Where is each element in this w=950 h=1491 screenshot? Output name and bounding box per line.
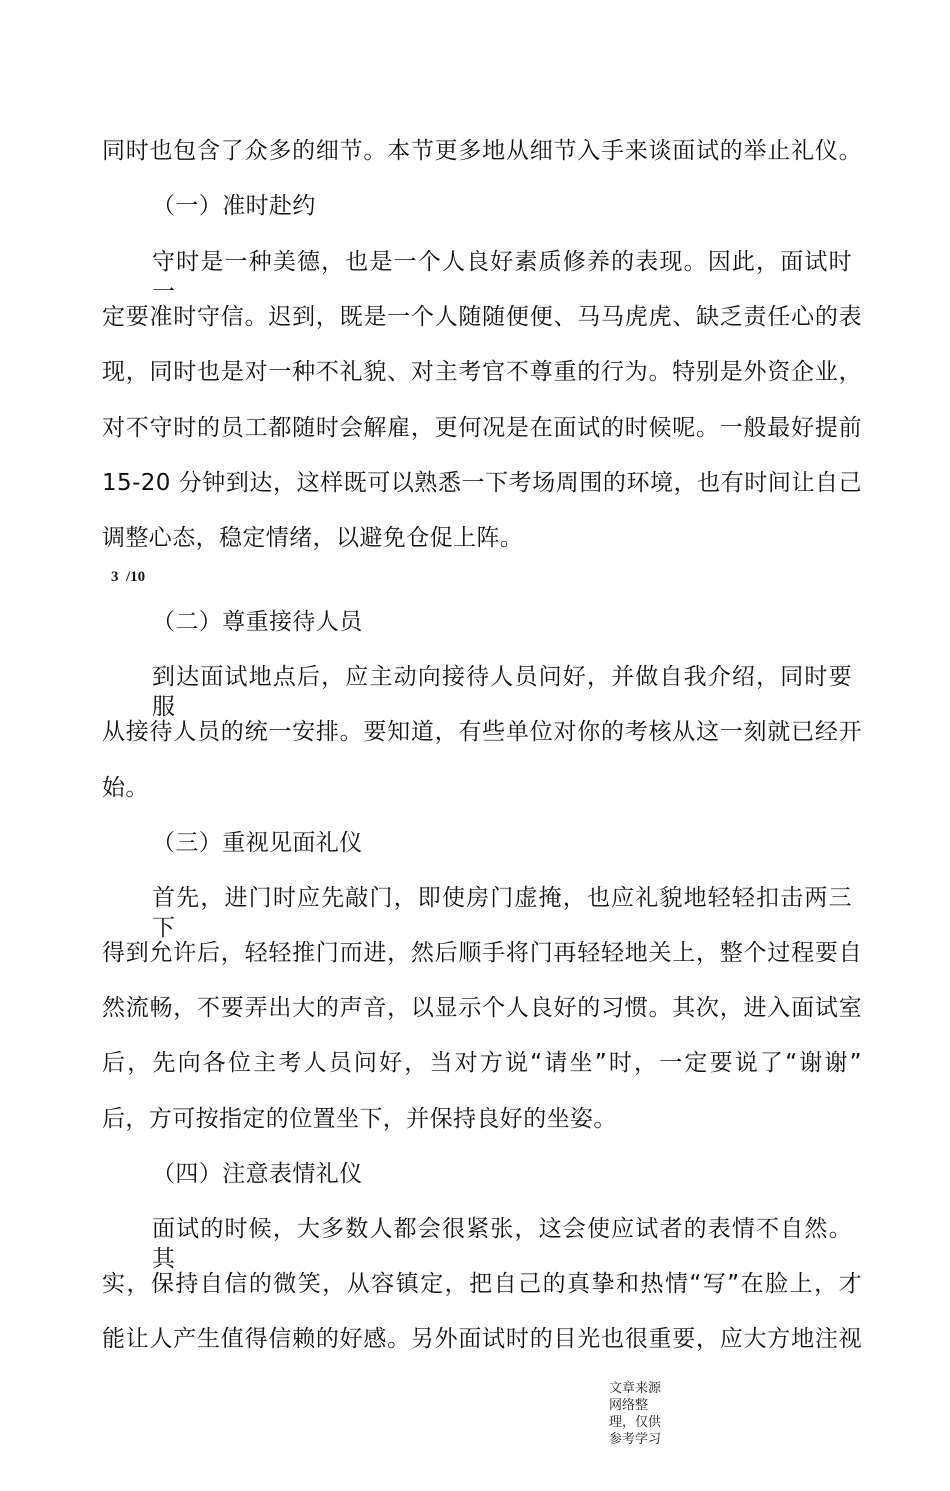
paragraph-line: 对不守时的员工都随时会解雇，更何况是在面试的时候呢。一般最好提前 [102, 415, 862, 441]
paragraph-line: 调整心态，稳定情绪，以避免仓促上阵。 [102, 525, 524, 551]
paragraph-line: 同时也包含了众多的细节。本节更多地从细节入手来谈面试的举止礼仪。 [102, 138, 862, 164]
paragraph-line: 实，保持自信的微笑，从容镇定，把自己的真挚和热情“写”在脸上，才 [102, 1271, 862, 1297]
page-number: 3 /10 [111, 569, 146, 585]
section-heading: （四）注意表情礼仪 [152, 1161, 363, 1187]
paragraph-line: 能让人产生值得信赖的好感。另外面试时的目光也很重要，应大方地注视 [102, 1326, 862, 1352]
paragraph-line: 15-20 分钟到达，这样既可以熟悉一下考场周围的环境，也有时间让自己 [102, 470, 862, 496]
paragraph-line: 现，同时也是对一种不礼貌、对主考官不尊重的行为。特别是外资企业， [102, 359, 862, 385]
source-watermark: 文章来源网络整理，仅供参考学习 [609, 1381, 662, 1447]
paragraph-line: 始。 [102, 775, 149, 801]
paragraph-line: 首先，进门时应先敲门，即使房门虚掩，也应礼貌地轻轻扣击两三下 [152, 885, 852, 941]
section-heading: （二）尊重接待人员 [152, 609, 363, 635]
paragraph-line: 定要准时守信。迟到，既是一个人随随便便、马马虎虎、缺乏责任心的表 [102, 304, 862, 330]
paragraph-line: 从接待人员的统一安排。要知道，有些单位对你的考核从这一刻就已经开 [102, 719, 862, 745]
paragraph-line: 后，先向各位主考人员问好，当对方说“请坐”时，一定要说了“谢谢” [102, 1050, 862, 1076]
paragraph-line: 然流畅，不要弄出大的声音，以显示个人良好的习惯。其次，进入面试室 [102, 995, 862, 1021]
paragraph-line: 到达面试地点后，应主动向接待人员问好，并做自我介绍，同时要服 [152, 664, 852, 720]
paragraph-line: 守时是一种美德，也是一个人良好素质修养的表现。因此，面试时一 [152, 249, 852, 305]
paragraph-line: 后，方可按指定的位置坐下，并保持良好的坐姿。 [102, 1106, 617, 1132]
section-heading: （三）重视见面礼仪 [152, 830, 363, 856]
paragraph-line: 面试的时候，大多数人都会很紧张，这会使应试者的表情不自然。其 [152, 1216, 852, 1272]
paragraph-line: 得到允许后，轻轻推门而进，然后顺手将门再轻轻地关上，整个过程要自 [102, 940, 862, 966]
section-heading: （一）准时赴约 [152, 193, 316, 219]
